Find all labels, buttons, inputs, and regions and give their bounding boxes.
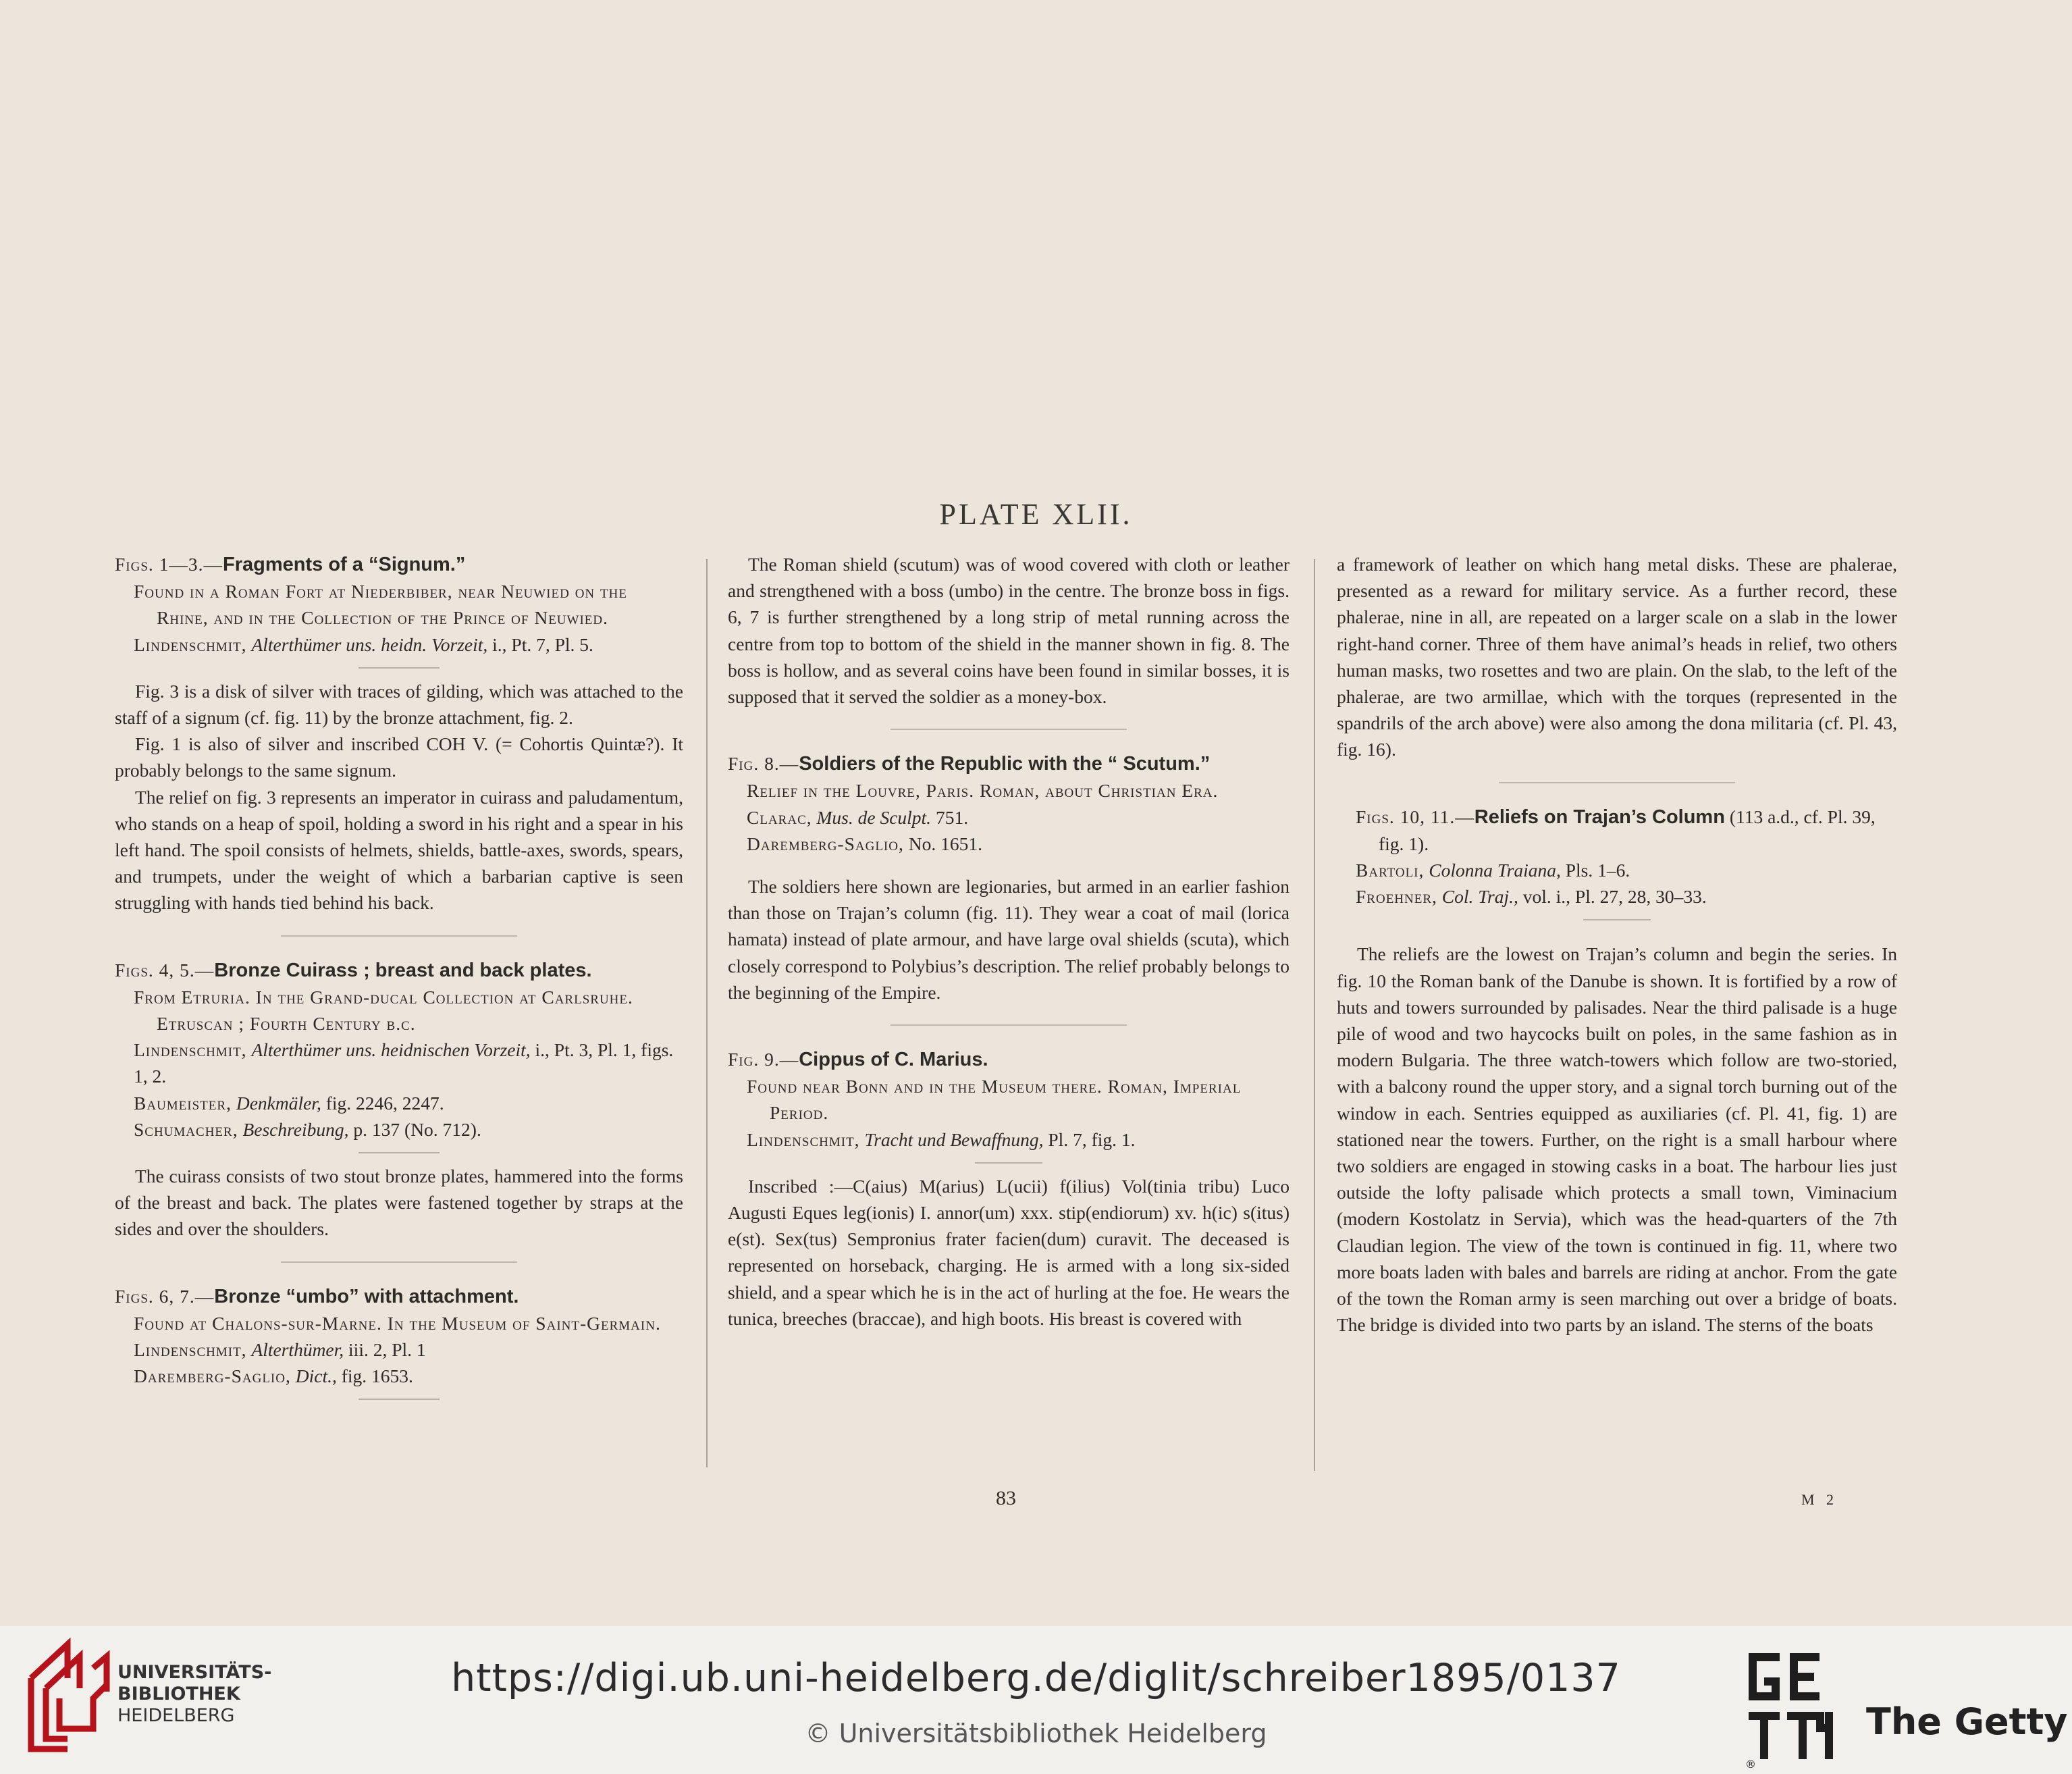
divider xyxy=(975,1162,1042,1164)
paragraph: The reliefs are the lowest on Trajan’s column and begin the series. In fig. 10 the Roman bank of the Danube is shown. It is fortified by a row of huts and towers surrounded by palisades. Near the third palisade is a huge pile of wood and two haycocks built on poles, in the same fashion as in modern Bulgaria. The three watch-towers which follow are two-storied, with a balcony round the upper story, and a signal torch burning out of the window in each. Sentries equipped as auxiliaries (cf. Pl. 41, fig. 1) are stationed near the towers. Further, on the right is a small harbour where two soldiers are engaged in stowing casks in a boat. The harbour lies just outside the lofty palisade which protects a small town, Viminacium (modern Kostolatz in Servia), which was the head-quarters of the 7th Claudian legion. The view of the town is continued in fig. 11, where two more boats laden with bales and barrels are riding at anchor. From the gate of the town the Roman army is seen marching out over a bridge of boats. The bridge is divided into two parts by an island. The sterns of the boats xyxy=(1337,943,1897,1336)
divider xyxy=(281,1261,517,1263)
permalink-url[interactable]: https://digi.ub.uni-heidelberg.de/diglit/schreiber1895/0137 xyxy=(451,1656,1621,1700)
bibliography-ref: Bartoli, Colonna Traiana, Pls. 1–6. xyxy=(1356,860,1630,881)
bibliography-ref: Lindenschmit, Tracht und Bewaffnung, Pl. 7, fig. 1. xyxy=(747,1128,1136,1150)
bibliography-ref: Clarac, Mus. de Sculpt. 751. xyxy=(747,806,969,828)
divider xyxy=(281,935,517,937)
find-location: Found in a Roman Fort at Niederbiber, near Neuwied on the Rhine, and in the Collection of the Prince of Neuwied. xyxy=(134,581,627,629)
paragraph: The cuirass consists of two stout bronze plates, hammered into the forms of the breast and back. The plates were fastened together by straps at the sides and over the shoulders. xyxy=(115,1166,683,1240)
bibliography-ref: Daremberg-Saglio, No. 1651. xyxy=(747,833,982,854)
paragraph: Inscribed :—C(aius) M(arius) L(ucii) f(ilius) Vol(tinia tribu) Luco Augusti Eques leg(ionis) I. annor(um) xxx. stip(endiorum) xv. h(ic) s(itus) e(st). Sex(tus) Sempronius frater facien(dum) curavit. The deceased is represented on horseback, charging. He is armed with a long six-sided shield, and a spear which he is in the act of hurling at the foe. He wears the tunica, breeches (braccae), and high boots. His breast is covered with xyxy=(728,1175,1290,1329)
section-heading: Figs. 4, 5.—Bronze Cuirass ; breast and back plates. xyxy=(115,959,592,981)
column-rule-left xyxy=(706,559,708,1467)
plate-title: PLATE XLII. xyxy=(939,498,1133,531)
column-3 xyxy=(1337,551,1897,1338)
paragraph: The Roman shield (scutum) was of wood covered with cloth or leather and strengthened with a boss (umbo) in the centre. The bronze boss in figs. 6, 7 is further strengthened by a long strip of metal running across the centre from top to bottom of the shield in the manner shown in fig. 8. The boss is hollow, and as several coins have been found in similar bosses, it is supposed that it served the soldier as a money-box. xyxy=(728,554,1290,708)
paragraph: The soldiers here shown are legionaries, but armed in an earlier fashion than those on Trajan’s column (fig. 11). They wear a coat of mail (lorica hamata) instead of plate armour, and have large oval shields (scuta), which closely correspond to Polybius’s description. The relief probably belongs to the beginning of the Empire. xyxy=(728,876,1290,1003)
column-2 xyxy=(728,551,1290,1332)
divider xyxy=(1583,919,1651,920)
copyright-notice: © Universitätsbibliothek Heidelberg xyxy=(805,1719,1267,1748)
divider xyxy=(891,1024,1127,1026)
divider xyxy=(1499,782,1735,783)
find-location: Found at Chalons-sur-Marne. In the Museum of Saint-Germain. xyxy=(134,1312,661,1334)
divider xyxy=(358,1152,440,1153)
ub-heidelberg-wordmark: UNIVERSITÄTS- BIBLIOTHEK HEIDELBERG xyxy=(117,1662,272,1726)
section-heading: Fig. 8.—Soldiers of the Republic with the “ Scutum.” xyxy=(728,753,1211,775)
bibliography-ref: Schumacher, Beschreibung, p. 137 (No. 712). xyxy=(134,1118,481,1140)
section-heading: Figs. 6, 7.—Bronze “umbo” with attachment. xyxy=(115,1285,519,1307)
paragraph: The relief on fig. 3 represents an imperator in cuirass and paludamentum, who stands on a heap of spoil, holding a sword in his right and a spear in his left hand. The spoil consists of helmets, shields, battle-axes, swords, spears, and trumpets, under the weight of which a barbarian captive is seen struggling with hands tied behind his back. xyxy=(115,786,683,914)
paragraph: Fig. 1 is also of silver and inscribed COH V. (= Cohortis Quintæ?). It probably belongs to the same signum. xyxy=(115,733,683,781)
svg-text:®: ® xyxy=(1745,1758,1756,1769)
page-number: 83 xyxy=(996,1487,1016,1509)
divider xyxy=(358,667,440,669)
getty-wordmark: The Getty xyxy=(1866,1700,2068,1743)
section-heading: Figs. 10, 11.—Reliefs on Trajan’s Column (113 a.d., cf. Pl. 39, fig. 1). xyxy=(1356,806,1876,854)
section-heading: Fig. 9.—Cippus of C. Marius. xyxy=(728,1049,988,1071)
paragraph: a framework of leather on which hang metal disks. These are phalerae, presented as a reward for military service. As a further record, these phalerae, nine in all, are repeated on a larger scale on a slab in the lower right-hand corner. Three of them have animal’s heads in relief, two others human masks, two rosettes and two are plain. On the slab, to the left of the phalerae, are two armillae, which with the torques (represented in the spandrils of the arch above) were also among the dona militaria (cf. Pl. 43, fig. 16). xyxy=(1337,554,1897,760)
divider xyxy=(358,1399,440,1400)
find-location: From Etruria. In the Grand-ducal Collection at Carlsruhe. Etruscan ; Fourth Century b.c. xyxy=(134,986,633,1035)
bibliography-ref: Lindenschmit, Alterthümer uns. heidn. Vorzeit, i., Pt. 7, Pl. 5. xyxy=(134,633,593,655)
find-location: Relief in the Louvre, Paris. Roman, about Christian Era. xyxy=(747,780,1219,802)
section-heading: Figs. 1—3.—Fragments of a “Signum.” xyxy=(115,554,466,575)
paragraph: Fig. 3 is a disk of silver with traces of gilding, which was attached to the staff of a signum (cf. fig. 11) by the bronze attachment, fig. 2. xyxy=(115,680,683,729)
bibliography-ref: Froehner, Col. Traj., vol. i., Pl. 27, 28, 30–33. xyxy=(1356,886,1707,908)
bibliography-ref: Lindenschmit, Alterthümer uns. heidnischen Vorzeit, i., Pt. 3, Pl. 1, figs. 1, 2. xyxy=(134,1039,674,1087)
bibliography-ref: Baumeister, Denkmäler, fig. 2246, 2247. xyxy=(134,1092,444,1114)
find-location: Found near Bonn and in the Museum there. Roman, Imperial Period. xyxy=(747,1076,1242,1124)
column-1 xyxy=(115,551,683,1409)
bibliography-ref: Daremberg-Saglio, Dict., fig. 1653. xyxy=(134,1365,413,1387)
signature-mark: M 2 xyxy=(1801,1491,1838,1508)
bibliography-ref: Lindenschmit, Alterthümer, iii. 2, Pl. 1 xyxy=(134,1339,426,1361)
column-rule-right xyxy=(1314,559,1315,1471)
divider xyxy=(891,729,1127,730)
getty-logo-icon xyxy=(1745,1648,1833,1769)
